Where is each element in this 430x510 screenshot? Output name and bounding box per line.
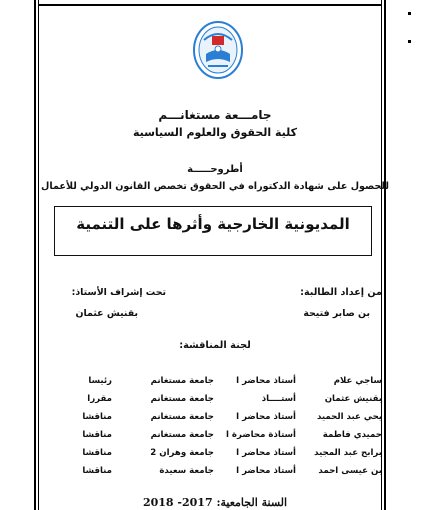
- member-rank: أستاذ محاضر ا: [236, 412, 296, 422]
- member-rank: أستــــاذ: [261, 394, 296, 404]
- committee-row: [46, 376, 382, 392]
- left-border-inner: [38, 0, 39, 510]
- member-role: مناقشا: [82, 466, 112, 476]
- supervisor-label: تحت إشراف الأستاذ:: [71, 287, 166, 298]
- member-rank: أستاذ محاضر ا: [236, 448, 296, 458]
- member-university: جامعة وهران 2: [150, 448, 214, 458]
- margin-mark: [408, 40, 411, 43]
- member-name: بن عيسى احمد: [318, 466, 382, 476]
- member-name: برابح عبد المجيد: [314, 448, 382, 458]
- member-role: مقررا: [87, 394, 112, 404]
- member-role: مناقشا: [82, 430, 112, 440]
- member-rank: أستاذة محاضرة ا: [225, 430, 296, 440]
- degree-purpose: للحصول على شهادة الدكتوراه في الحقوق تخصص القانون الدولي للأعمال: [41, 181, 389, 192]
- margin-mark: [408, 12, 411, 15]
- faculty-name: كلية الحقوق والعلوم السياسية: [132, 126, 298, 139]
- member-role: مناقشا: [82, 412, 112, 422]
- member-university: جامعة مستغانم: [150, 394, 214, 404]
- student-name: بن صابر فتيحة: [303, 308, 370, 319]
- committee-row: [46, 412, 382, 428]
- committee-row: [46, 466, 382, 482]
- committee-row: [46, 430, 382, 446]
- member-name: بقنيش عثمان: [324, 394, 382, 404]
- member-role: رئيسا: [88, 376, 112, 386]
- member-university: جامعة مستغانم: [150, 430, 214, 440]
- prepared-by-label: من إعداد الطالبة:: [300, 287, 382, 298]
- thesis-title: المديونية الخارجية وأثرها على التنمية: [76, 215, 350, 233]
- member-name: يحي عبد الحميد: [316, 412, 382, 422]
- right-border-outer: [384, 0, 386, 510]
- top-border: [38, 4, 382, 6]
- committee-row: [46, 448, 382, 464]
- supervisor-name: بقنيش عثمان: [75, 308, 138, 319]
- member-university: جامعة مستغانم: [150, 412, 214, 422]
- university-name: جامـــعة مستغانـــم: [158, 108, 272, 122]
- member-role: مناقشا: [82, 448, 112, 458]
- member-university: جامعة سعيدة: [159, 466, 214, 476]
- committee-row: [46, 394, 382, 410]
- committee-label: لجنة المناقشة:: [179, 340, 251, 351]
- member-name: ساجي علام: [333, 376, 382, 386]
- member-university: جامعة مستغانم: [150, 376, 214, 386]
- university-logo: [190, 18, 246, 82]
- member-rank: أستاذ محاضر ا: [236, 376, 296, 386]
- academic-year: السنة الجامعية: 2017- 2018: [142, 496, 288, 509]
- member-rank: أستاذ محاضر ا: [236, 466, 296, 476]
- left-border-outer: [34, 0, 36, 510]
- document-type: أطروحـــــة: [187, 164, 243, 175]
- member-name: حميدي فاطمة: [322, 430, 382, 440]
